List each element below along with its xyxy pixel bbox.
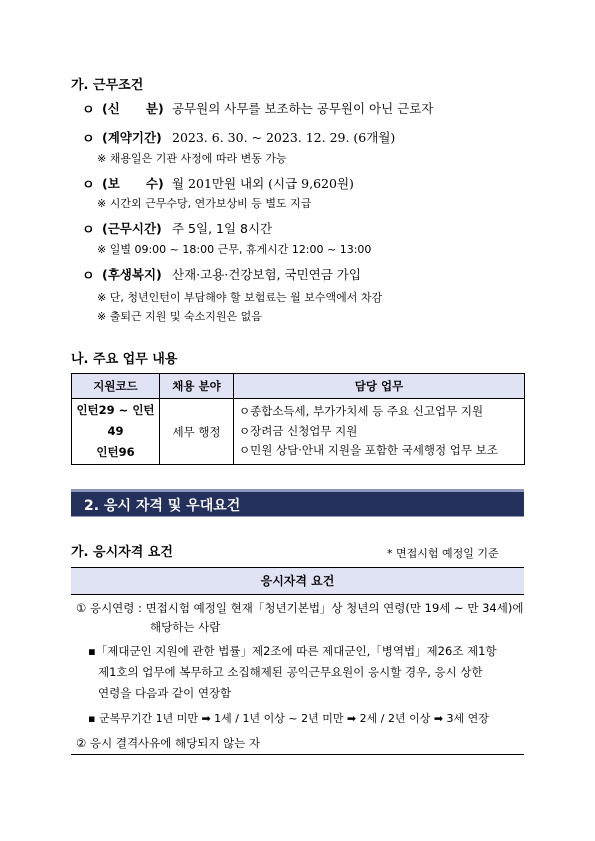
value-welfare: 산재·고용·건강보험, 국민연금 가입 [172,267,361,282]
bullet-pay: ㅇ [82,178,95,193]
bullet-contract: ㅇ [82,132,95,147]
qual-sub1-line1: ▪「제대군인 지원에 관한 법률」제2조에 따른 제대군인,「병역법」제26조 제1항 [88,644,497,658]
value-status: 공무원의 사무를 보조하는 공무원이 아닌 근로자 [172,101,434,116]
col-tasks: 담당 업무 [234,374,525,399]
qualifications-bottom-border [71,754,524,755]
section2-banner [71,489,524,517]
value-hours: 주 5일, 1일 8시간 [172,221,273,236]
section2-title: 2. 응시 자격 및 우대요건 [84,498,241,514]
task-3: ㅇ민원 상담·안내 지원을 포함한 국세행정 업무 보조 [239,443,498,458]
qual-item2: ② 응시 결격사유에 해당되지 않는 자 [76,736,261,750]
label-status: (신 분) [102,101,164,116]
qual-item1-line1: ① 응시연령 : 면접시험 예정일 현재「청년기본법」상 청년의 연령(만 19세 ~ 만 34세)에 [76,601,524,615]
label-contract: (계약기간) [102,130,162,145]
conditions-heading: 가. 근무조건 [71,78,144,93]
code-line1: 인턴29 ~ 인턴49 [76,403,155,438]
table-row [72,399,525,465]
cell-code [72,399,160,465]
qual-item1-line2: 해당하는 사람 [150,620,221,634]
qualifications-note: * 면접시험 예정일 기준 [387,547,499,560]
qual-sub1-line3: 연령을 다음과 같이 연장함 [98,686,232,700]
cell-tasks [234,399,525,465]
qualifications-table-header: 응시자격 요건 [71,567,524,595]
note-welfare-2: ※ 출퇴근 지원 및 숙소지원은 없음 [97,310,262,323]
bullet-welfare: ㅇ [82,269,95,284]
bullet-status: ㅇ [82,103,95,118]
label-welfare: (후생복지) [102,267,162,282]
task-1: ㅇ종합소득세, 부가가치세 등 주요 신고업무 지원 [239,404,484,419]
col-field: 채용 분야 [160,374,234,399]
col-code: 지원코드 [72,374,160,399]
qual-sub1-line2: 제1호의 업무에 복무하고 소집해제된 공익근무요원이 응시할 경우, 응시 상한 [98,665,483,679]
qual-sub2: ▪ 군복무기간 1년 미만 ➡ 1세 / 1년 이상 ~ 2년 미만 ➡ 2세 / 2년 이상 ➡ 3세 연장 [88,712,489,725]
qualifications-heading: 가. 응시자격 요건 [71,545,173,560]
label-pay: (보 수) [102,176,164,191]
duties-table [71,373,525,465]
value-contract: 2023. 6. 30. ~ 2023. 12. 29. (6개월) [172,130,396,145]
cell-field: 세무 행정 [160,399,234,465]
duties-header-row [72,374,525,399]
note-contract: ※ 채용일은 기관 사정에 따라 변동 가능 [97,152,287,165]
note-pay: ※ 시간외 근무수당, 연가보상비 등 별도 지급 [97,197,312,210]
value-pay: 월 201만원 내외 (시급 9,620원) [172,176,354,191]
duties-heading: 나. 주요 업무 내용 [71,352,178,367]
bullet-hours: ㅇ [82,223,95,238]
note-hours: ※ 일별 09:00 ~ 18:00 근무, 휴게시간 12:00 ~ 13:00 [97,243,372,256]
label-hours: (근무시간) [102,221,162,236]
task-2: ㅇ장려금 신청업무 지원 [239,423,358,438]
code-line2: 인턴96 [96,445,135,459]
note-welfare-1: ※ 단, 청년인턴이 부담해야 할 보험료는 월 보수액에서 차감 [97,291,383,304]
